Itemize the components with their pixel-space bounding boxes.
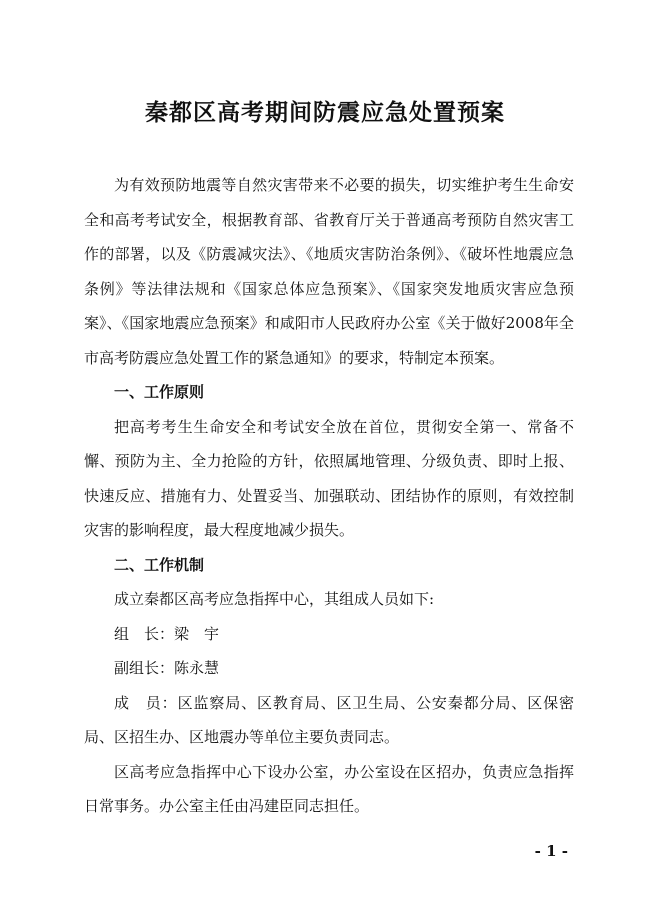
page-number: - 1 - — [534, 842, 568, 860]
document-body — [84, 168, 574, 824]
document-title: 秦都区高考期间防震应急处置预案 — [145, 100, 505, 126]
intro-paragraph: 为有效预防地震等自然灾害带来不必要的损失，切实维护考生生命安全和高考考试安全，根据教育部、省教育厅关于普通高考预防自然灾害工作的部署，以及《防震减灾法》、《地质灾害防治条例》、《破坏性地震应急条例》等法律法规和《国家总体应急预案》、《国家突发地质灾害应急预案》、《国家地震应急预案》和咸阳市人民政府办公室《关于做好2008年全市高考防震应急处置工作的紧急通知》的要求，特制定本预案。 — [84, 176, 574, 367]
section-heading-principles: 一、工作原则 — [114, 383, 205, 401]
office-paragraph: 区高考应急指挥中心下设办公室，办公室设在区招办，负责应急指挥日常事务。办公室主任由冯建臣同志担任。 — [84, 762, 574, 815]
mechanism-intro: 成立秦都区高考应急指挥中心，其组成人员如下: — [114, 590, 435, 608]
principles-paragraph: 把高考考生生命安全和考试安全放在首位，贯彻安全第一、常备不懈、预防为主、全力抢险的方针，依照属地管理、分级负责、即时上报、快速反应、措施有力、处置妥当、加强联动、团结协作的原则，有效控制灾害的影响程度，最大程度地减少损失。 — [84, 417, 574, 539]
members-paragraph: 成 员：区监察局、区教育局、区卫生局、公安秦都分局、区保密局、区招生办、区地震办等单位主要负责同志。 — [84, 693, 574, 746]
deputy-line: 副组长：陈永慧 — [114, 659, 220, 677]
section-heading-mechanism: 二、工作机制 — [114, 555, 205, 574]
leader-line: 组 长：梁 宇 — [114, 624, 220, 643]
